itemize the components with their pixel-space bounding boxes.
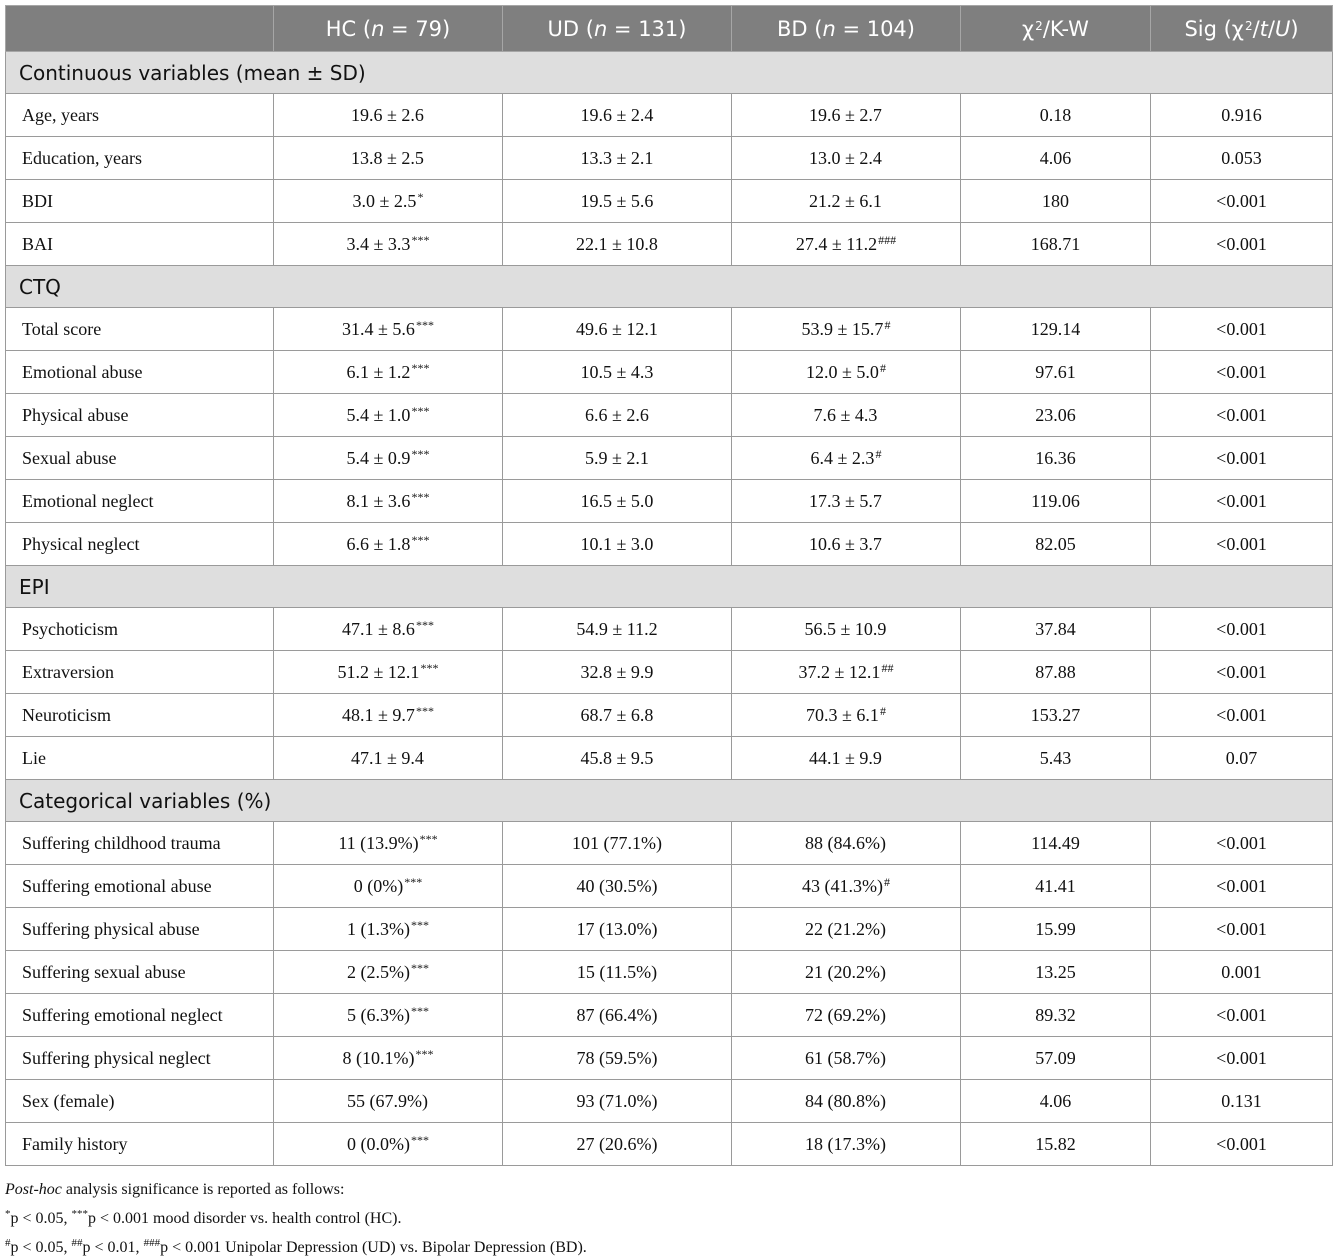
hc-value: 5 (6.3%) [347, 1005, 410, 1025]
bd-value: 44.1 ± 9.9 [809, 748, 882, 768]
row-label: Suffering sexual abuse [6, 951, 274, 994]
hc-value: 3.0 ± 2.5 [352, 191, 417, 211]
table-row [6, 608, 1333, 651]
footnote-line-3 [5, 1231, 1332, 1260]
hc-significance: *** [410, 961, 429, 975]
header-row [6, 6, 1333, 52]
hc-value: 6.1 ± 1.2 [346, 362, 411, 382]
sig-value: <0.001 [1151, 694, 1333, 737]
sig-value: 0.07 [1151, 737, 1333, 780]
table-row [6, 694, 1333, 737]
bd-cell [732, 1080, 961, 1123]
sig-value: <0.001 [1151, 822, 1333, 865]
section-title: Continuous variables (mean ± SD) [6, 52, 1333, 94]
footnotes [5, 1177, 1332, 1260]
header-hc [274, 6, 503, 52]
header-bd-pre: BD ( [777, 16, 823, 41]
row-label: Sexual abuse [6, 437, 274, 480]
hc-significance: *** [420, 661, 439, 675]
footnote-sym: * [5, 1208, 11, 1220]
bd-cell [732, 308, 961, 351]
hc-value: 47.1 ± 8.6 [342, 619, 415, 639]
table-row [6, 651, 1333, 694]
hc-value: 1 (1.3%) [347, 919, 410, 939]
bd-cell [732, 1123, 961, 1166]
bd-significance: # [875, 447, 882, 461]
table-row [6, 351, 1333, 394]
chi-value: 97.61 [961, 351, 1151, 394]
chi-value: 89.32 [961, 994, 1151, 1037]
header-chi-sup: 2 [1035, 18, 1043, 33]
bd-value: 88 (84.6%) [805, 833, 886, 853]
hc-value: 19.6 ± 2.6 [351, 105, 424, 125]
ud-value: 5.9 ± 2.1 [503, 437, 732, 480]
hc-value: 8 (10.1%) [342, 1048, 415, 1068]
hc-cell [274, 1123, 503, 1166]
bd-cell [732, 694, 961, 737]
bd-significance: ## [881, 661, 894, 675]
ud-value: 10.5 ± 4.3 [503, 351, 732, 394]
chi-value: 37.84 [961, 608, 1151, 651]
footnote-text: p < 0.05, [10, 1210, 72, 1227]
bd-value: 72 (69.2%) [805, 1005, 886, 1025]
bd-value: 61 (58.7%) [805, 1048, 886, 1068]
bd-value: 21 (20.2%) [805, 962, 886, 982]
footnote-text: p < 0.05, [10, 1239, 72, 1256]
bd-value: 27.4 ± 11.2 [795, 234, 878, 254]
chi-value: 5.43 [961, 737, 1151, 780]
bd-value: 19.6 ± 2.7 [809, 105, 882, 125]
sig-value: <0.001 [1151, 351, 1333, 394]
bd-value: 84 (80.8%) [805, 1091, 886, 1111]
section-row [6, 266, 1333, 308]
footnote-line-1 [5, 1177, 1332, 1202]
bd-value: 53.9 ± 15.7 [801, 319, 884, 339]
bd-cell [732, 994, 961, 1037]
bd-cell [732, 651, 961, 694]
bd-significance: # [883, 875, 890, 889]
ud-value: 15 (11.5%) [503, 951, 732, 994]
row-label: Physical abuse [6, 394, 274, 437]
hc-value: 0 (0%) [353, 876, 404, 896]
header-bd [732, 6, 961, 52]
row-label: Suffering childhood trauma [6, 822, 274, 865]
row-label: Suffering physical abuse [6, 908, 274, 951]
hc-significance: *** [411, 533, 430, 547]
ud-value: 93 (71.0%) [503, 1080, 732, 1123]
chi-value: 41.41 [961, 865, 1151, 908]
ud-value: 87 (66.4%) [503, 994, 732, 1037]
sig-value: <0.001 [1151, 394, 1333, 437]
bd-significance: # [879, 704, 886, 718]
header-hc-pre: HC ( [325, 16, 372, 41]
table-row [6, 951, 1333, 994]
chi-value: 180 [961, 180, 1151, 223]
footnote-sym: ### [143, 1237, 161, 1249]
hc-significance: *** [415, 704, 434, 718]
bd-cell [732, 437, 961, 480]
hc-value: 5.4 ± 1.0 [346, 405, 411, 425]
hc-cell [274, 994, 503, 1037]
header-bd-post: = 104) [835, 16, 915, 41]
bd-cell [732, 480, 961, 523]
header-sig-t: t [1259, 16, 1268, 41]
row-label: Emotional neglect [6, 480, 274, 523]
hc-value: 5.4 ± 0.9 [346, 448, 411, 468]
bd-cell [732, 94, 961, 137]
table-body [6, 52, 1333, 1166]
ud-value: 13.3 ± 2.1 [503, 137, 732, 180]
hc-cell [274, 94, 503, 137]
hc-cell [274, 608, 503, 651]
hc-value: 2 (2.5%) [347, 962, 410, 982]
row-label: BDI [6, 180, 274, 223]
ud-value: 68.7 ± 6.8 [503, 694, 732, 737]
hc-value: 3.4 ± 3.3 [346, 234, 411, 254]
chi-value: 4.06 [961, 1080, 1151, 1123]
ud-value: 54.9 ± 11.2 [503, 608, 732, 651]
bd-value: 22 (21.2%) [805, 919, 886, 939]
row-label: Physical neglect [6, 523, 274, 566]
ud-value: 17 (13.0%) [503, 908, 732, 951]
sig-value: <0.001 [1151, 523, 1333, 566]
header-variable [6, 6, 274, 52]
table-container [5, 5, 1332, 1166]
ud-value: 78 (59.5%) [503, 1037, 732, 1080]
ud-value: 32.8 ± 9.9 [503, 651, 732, 694]
table-row [6, 308, 1333, 351]
hc-value: 6.6 ± 1.8 [346, 534, 411, 554]
ud-value: 6.6 ± 2.6 [503, 394, 732, 437]
hc-significance: *** [410, 1004, 429, 1018]
bd-value: 10.6 ± 3.7 [809, 534, 882, 554]
chi-value: 153.27 [961, 694, 1151, 737]
hc-value: 31.4 ± 5.6 [342, 319, 415, 339]
row-label: Age, years [6, 94, 274, 137]
hc-cell [274, 523, 503, 566]
row-label: Suffering emotional neglect [6, 994, 274, 1037]
bd-value: 6.4 ± 2.3 [810, 448, 875, 468]
footnote-posthoc: Post-hoc [5, 1181, 62, 1198]
ud-value: 19.6 ± 2.4 [503, 94, 732, 137]
hc-significance: *** [415, 1047, 434, 1061]
table-row [6, 480, 1333, 523]
hc-cell [274, 908, 503, 951]
hc-cell [274, 737, 503, 780]
hc-value: 0 (0.0%) [347, 1134, 410, 1154]
row-label: Emotional abuse [6, 351, 274, 394]
hc-significance: *** [415, 318, 434, 332]
chi-value: 15.82 [961, 1123, 1151, 1166]
chi-value: 114.49 [961, 822, 1151, 865]
chi-value: 23.06 [961, 394, 1151, 437]
hc-cell [274, 137, 503, 180]
ud-value: 45.8 ± 9.5 [503, 737, 732, 780]
header-sig-u: U [1274, 16, 1291, 41]
ud-value: 27 (20.6%) [503, 1123, 732, 1166]
header-sig-sup: 2 [1244, 18, 1253, 33]
bd-cell [732, 351, 961, 394]
ud-value: 101 (77.1%) [503, 822, 732, 865]
hc-cell [274, 480, 503, 523]
sig-value: <0.001 [1151, 608, 1333, 651]
header-ud-post: = 131) [607, 16, 687, 41]
hc-cell [274, 651, 503, 694]
hc-significance: *** [411, 361, 430, 375]
hc-value: 8.1 ± 3.6 [346, 491, 411, 511]
header-chi-pre: χ [1022, 16, 1035, 41]
hc-cell [274, 351, 503, 394]
header-sig-post: ) [1290, 16, 1299, 41]
bd-cell [732, 1037, 961, 1080]
row-label: Sex (female) [6, 1080, 274, 1123]
bd-value: 21.2 ± 6.1 [809, 191, 882, 211]
chi-value: 168.71 [961, 223, 1151, 266]
footnote-intro: analysis significance is reported as follows: [61, 1181, 345, 1198]
table-row [6, 1123, 1333, 1166]
header-chi-post: /K-W [1042, 16, 1089, 41]
hc-cell [274, 308, 503, 351]
section-title: EPI [6, 566, 1333, 608]
bd-cell [732, 223, 961, 266]
hc-significance: *** [411, 233, 430, 247]
row-label: Extraversion [6, 651, 274, 694]
bd-cell [732, 865, 961, 908]
hc-significance: *** [411, 447, 430, 461]
bd-value: 13.0 ± 2.4 [809, 148, 882, 168]
hc-value: 47.1 ± 9.4 [351, 748, 424, 768]
header-bd-n: n [822, 16, 836, 41]
bd-value: 12.0 ± 5.0 [806, 362, 879, 382]
row-label: BAI [6, 223, 274, 266]
row-label: Psychoticism [6, 608, 274, 651]
bd-value: 56.5 ± 10.9 [804, 619, 887, 639]
sig-value: 0.001 [1151, 951, 1333, 994]
footnote-sym: ## [71, 1237, 83, 1249]
row-label: Total score [6, 308, 274, 351]
bd-cell [732, 137, 961, 180]
sig-value: <0.001 [1151, 1037, 1333, 1080]
bd-value: 18 (17.3%) [805, 1134, 886, 1154]
bd-cell [732, 523, 961, 566]
hc-value: 51.2 ± 12.1 [337, 662, 420, 682]
bd-cell [732, 822, 961, 865]
header-sig [1151, 6, 1333, 52]
hc-cell [274, 437, 503, 480]
section-row [6, 566, 1333, 608]
hc-significance: *** [419, 832, 438, 846]
section-title: Categorical variables (%) [6, 780, 1333, 822]
chi-value: 0.18 [961, 94, 1151, 137]
chi-value: 82.05 [961, 523, 1151, 566]
hc-cell [274, 822, 503, 865]
row-label: Education, years [6, 137, 274, 180]
bd-significance: # [884, 318, 891, 332]
sig-value: <0.001 [1151, 651, 1333, 694]
chi-value: 13.25 [961, 951, 1151, 994]
hc-significance: *** [404, 875, 423, 889]
header-hc-n: n [371, 16, 385, 41]
header-ud [503, 6, 732, 52]
sig-value: <0.001 [1151, 437, 1333, 480]
hc-significance: *** [411, 404, 430, 418]
section-row [6, 52, 1333, 94]
row-label: Lie [6, 737, 274, 780]
sig-value: 0.053 [1151, 137, 1333, 180]
table-row [6, 137, 1333, 180]
header-ud-n: n [593, 16, 608, 41]
footnote-text: p < 0.001 mood disorder vs. health control (HC). [88, 1210, 402, 1227]
data-table [5, 5, 1333, 1166]
table-row [6, 94, 1333, 137]
hc-value: 13.8 ± 2.5 [351, 148, 424, 168]
hc-significance: *** [410, 918, 429, 932]
chi-value: 129.14 [961, 308, 1151, 351]
ud-value: 22.1 ± 10.8 [503, 223, 732, 266]
hc-significance: *** [411, 490, 430, 504]
ud-value: 16.5 ± 5.0 [503, 480, 732, 523]
bd-value: 37.2 ± 12.1 [798, 662, 881, 682]
header-ud-pre: UD ( [547, 16, 594, 41]
row-label: Neuroticism [6, 694, 274, 737]
header-hc-post: = 79) [384, 16, 451, 41]
ud-value: 40 (30.5%) [503, 865, 732, 908]
section-row [6, 780, 1333, 822]
row-label: Family history [6, 1123, 274, 1166]
bd-value: 70.3 ± 6.1 [806, 705, 879, 725]
ud-value: 49.6 ± 12.1 [503, 308, 732, 351]
sig-value: <0.001 [1151, 480, 1333, 523]
table-row [6, 865, 1333, 908]
sig-value: <0.001 [1151, 1123, 1333, 1166]
bd-cell [732, 394, 961, 437]
bd-cell [732, 951, 961, 994]
footnote-line-2 [5, 1202, 1332, 1231]
chi-value: 15.99 [961, 908, 1151, 951]
footnote-text: p < 0.001 Unipolar Depression (UD) vs. Bipolar Depression (BD). [160, 1239, 587, 1256]
bd-cell [732, 180, 961, 223]
sig-value: <0.001 [1151, 308, 1333, 351]
row-label: Suffering physical neglect [6, 1037, 274, 1080]
bd-value: 43 (41.3%) [802, 876, 883, 896]
chi-value: 4.06 [961, 137, 1151, 180]
bd-cell [732, 608, 961, 651]
table-row [6, 1080, 1333, 1123]
table-row [6, 994, 1333, 1037]
sig-value: <0.001 [1151, 223, 1333, 266]
header-sig-mid: / [1252, 16, 1260, 41]
table-row [6, 737, 1333, 780]
hc-value: 11 (13.9%) [338, 833, 419, 853]
header-sig-pre: Sig (χ [1184, 16, 1244, 41]
sig-value: <0.001 [1151, 908, 1333, 951]
sig-value: <0.001 [1151, 865, 1333, 908]
ud-value: 10.1 ± 3.0 [503, 523, 732, 566]
sig-value: <0.001 [1151, 994, 1333, 1037]
chi-value: 119.06 [961, 480, 1151, 523]
table-row [6, 437, 1333, 480]
header-sig-slash: / [1267, 16, 1275, 41]
hc-value: 55 (67.9%) [347, 1091, 428, 1111]
table-row [6, 1037, 1333, 1080]
hc-significance: * [417, 190, 424, 204]
footnote-text: p < 0.01, [82, 1239, 144, 1256]
bd-value: 17.3 ± 5.7 [809, 491, 882, 511]
table-row [6, 822, 1333, 865]
bd-significance: ### [878, 233, 897, 247]
hc-cell [274, 865, 503, 908]
hc-value: 48.1 ± 9.7 [342, 705, 415, 725]
table-row [6, 394, 1333, 437]
table-row [6, 223, 1333, 266]
hc-cell [274, 694, 503, 737]
bd-cell [732, 908, 961, 951]
table-row [6, 908, 1333, 951]
hc-significance: *** [410, 1133, 429, 1147]
ud-value: 19.5 ± 5.6 [503, 180, 732, 223]
hc-cell [274, 1080, 503, 1123]
header-chi [961, 6, 1151, 52]
hc-significance: *** [415, 618, 434, 632]
bd-significance: # [879, 361, 886, 375]
bd-value: 7.6 ± 4.3 [813, 405, 878, 425]
hc-cell [274, 223, 503, 266]
row-label: Suffering emotional abuse [6, 865, 274, 908]
chi-value: 87.88 [961, 651, 1151, 694]
hc-cell [274, 394, 503, 437]
footnote-sym: *** [71, 1208, 89, 1220]
hc-cell [274, 951, 503, 994]
table-row [6, 523, 1333, 566]
hc-cell [274, 180, 503, 223]
hc-cell [274, 1037, 503, 1080]
chi-value: 16.36 [961, 437, 1151, 480]
sig-value: 0.131 [1151, 1080, 1333, 1123]
sig-value: <0.001 [1151, 180, 1333, 223]
section-title: CTQ [6, 266, 1333, 308]
sig-value: 0.916 [1151, 94, 1333, 137]
footnote-sym: # [5, 1237, 11, 1249]
table-row [6, 180, 1333, 223]
chi-value: 57.09 [961, 1037, 1151, 1080]
bd-cell [732, 737, 961, 780]
